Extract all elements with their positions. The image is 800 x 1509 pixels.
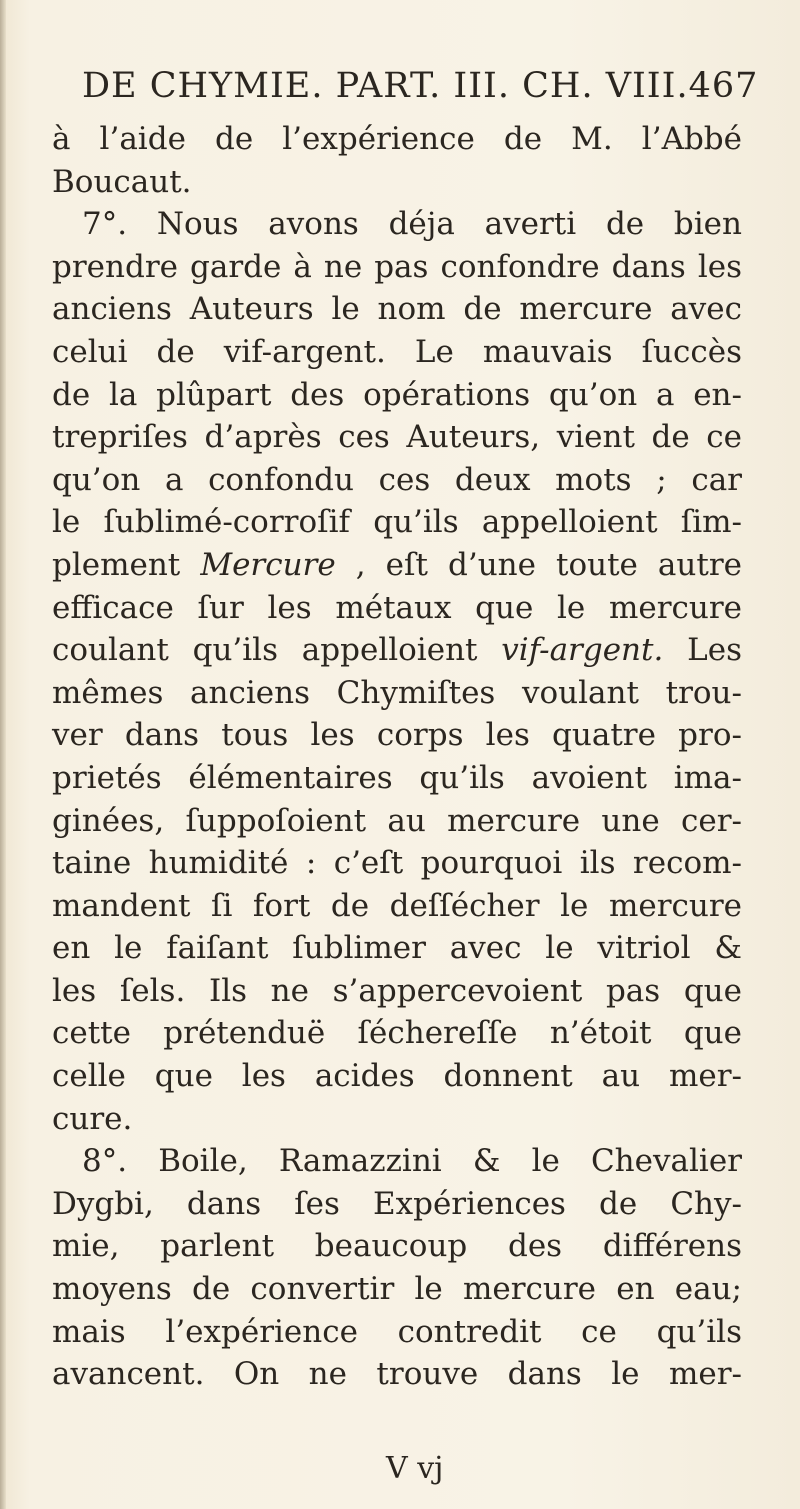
text-line-main: Boucaut. <box>52 163 192 200</box>
text-line <box>52 1225 742 1268</box>
text-line <box>52 118 742 161</box>
text-line-main: cure. <box>52 1100 133 1137</box>
text-line-main: anciens Auteurs le nom de mercure avec <box>52 291 742 328</box>
text-line <box>52 800 742 843</box>
text-line <box>52 927 742 970</box>
text-line <box>52 1055 742 1098</box>
text-line-main: en le faiſant ſublimer avec le vitriol & <box>52 930 742 967</box>
text-line <box>52 1183 742 1226</box>
text-line <box>52 1012 742 1055</box>
text-line-main: 7°. Nous avons déja averti de bien <box>82 206 742 243</box>
text-line-main: efficace ſur les métaux que le mercure <box>52 589 742 626</box>
text-line-main: prietés élémentaires qu’ils avoient ima- <box>52 759 742 796</box>
text-line-main: mêmes anciens Chymiſtes voulant trou- <box>52 674 742 711</box>
text-line-rest: , eſt d’une toute autre <box>355 546 743 583</box>
text-line-main: mais l’expérience contredit ce qu’ils <box>52 1313 742 1350</box>
text-line-main: prendre garde à ne pas confondre dans les <box>52 248 742 285</box>
running-header <box>82 66 759 106</box>
text-line-main: ginées, ſuppoſoient au mercure une cer- <box>52 802 742 839</box>
text-line-main: le ſublimé-corroſif qu’ils appelloient ſim- <box>52 504 742 541</box>
text-line-main: les ſels. Ils ne s’appercevoient pas que <box>52 972 742 1009</box>
text-line <box>52 842 742 885</box>
text-line-main: mie, parlent beaucoup des différens <box>52 1228 742 1265</box>
text-line-main: celui de vif-argent. Le mauvais ſuccès <box>52 333 742 370</box>
text-line <box>52 1353 742 1396</box>
page-number: 467 <box>688 66 759 106</box>
text-line <box>52 1311 742 1354</box>
text-line-main: taine humidité : c’eſt pourquoi ils recom- <box>52 845 742 882</box>
signature-mark: V vj <box>386 1451 444 1486</box>
text-line <box>52 587 742 630</box>
text-line <box>52 885 742 928</box>
text-line-main: ver dans tous les corps les quatre pro- <box>52 717 742 754</box>
text-line-main: de la plûpart des opérations qu’on a en- <box>52 376 742 413</box>
running-title: DE CHYMIE. PART. III. CH. VIII. <box>82 66 689 106</box>
text-line <box>52 757 742 800</box>
text-line-main: cette prétenduë ſéchereſſe n’étoit que <box>52 1015 742 1052</box>
text-line <box>52 970 742 1013</box>
text-line <box>52 246 742 289</box>
text-line <box>52 1268 742 1311</box>
text-line <box>52 288 742 331</box>
text-line-italic: vif-argent. <box>501 632 664 669</box>
text-line <box>52 374 742 417</box>
text-line <box>52 161 742 204</box>
text-line-rest: Les <box>687 632 742 669</box>
text-line <box>52 501 742 544</box>
text-line-main: celle que les acides donnent au mer- <box>52 1058 742 1095</box>
text-line <box>52 544 742 587</box>
body-text <box>52 118 742 1396</box>
text-line-main: trepriſes d’après ces Auteurs, vient de ce <box>52 419 742 456</box>
text-line <box>52 459 742 502</box>
text-line-main: coulant qu’ils appelloient <box>52 632 478 669</box>
text-line-main: plement <box>52 546 181 583</box>
text-line <box>52 416 742 459</box>
text-line-main: à l’aide de l’expérience de M. l’Abbé <box>52 121 742 157</box>
text-line-main: Dygbi, dans ſes Expériences de Chy- <box>52 1185 742 1222</box>
text-line <box>52 203 742 246</box>
text-line-main: avancent. On ne trouve dans le mer- <box>52 1356 742 1393</box>
text-line <box>52 714 742 757</box>
text-line-italic: Mercure <box>200 546 336 583</box>
text-line-main: qu’on a confondu ces deux mots ; car <box>52 461 742 498</box>
text-line-main: moyens de convertir le mercure en eau; <box>52 1271 742 1308</box>
text-line <box>52 629 742 672</box>
text-line-main: mandent ſi fort de deſſécher le mercure <box>52 887 742 924</box>
text-line-main: 8°. Boile, Ramazzini & le Chevalier <box>82 1143 742 1180</box>
binding-edge <box>0 0 6 1509</box>
text-line <box>52 672 742 715</box>
text-line <box>52 1140 742 1183</box>
text-line <box>52 1098 742 1141</box>
text-line <box>52 331 742 374</box>
